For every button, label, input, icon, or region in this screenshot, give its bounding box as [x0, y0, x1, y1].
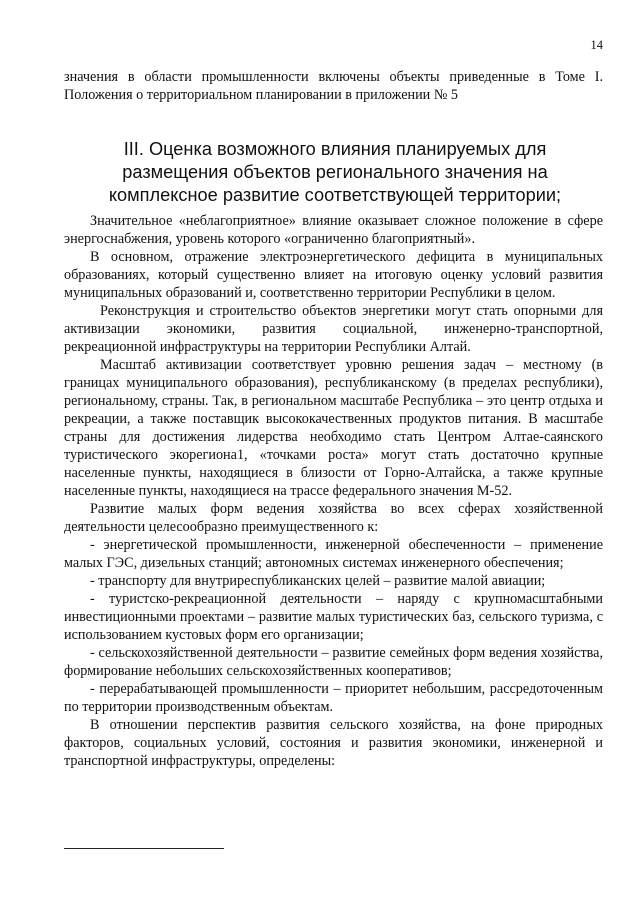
body-text [64, 212, 603, 770]
paragraph-agriculture-prospects: В отношении перспектив развития сельского хозяйства, на фоне природных факторов, социальных условий, состояния и развития экономики, инженерной и транспортной инфраструктуры, определены: [64, 717, 603, 769]
page-number: 14 [590, 38, 603, 52]
list-item-agriculture: - сельскохозяйственной деятельности – развитие семейных форм ведения хозяйства, формирование небольших сельскохозяйственных кооперативов; [64, 645, 603, 679]
paragraph-small-business: Развитие малых форм ведения хозяйства во всех сферах хозяйственной деятельности целесообразно преимущественного к: [64, 501, 603, 535]
paragraph-energy-supply: Значительное «неблагоприятное» влияние оказывает сложное положение в сфере энергоснабжения, уровень которого «ограниченно благоприятный». [64, 213, 603, 247]
paragraph-energy-deficit: В основном, отражение электроэнергетического дефицита в муниципальных образованиях, который существенно влияет на итоговую оценку условий развития муниципальных образований и, соответственно территории Республики в целом. [64, 249, 603, 301]
list-item-processing: - перерабатывающей промышленности – приоритет небольшим, рассредоточенным по территории производственным объектам. [64, 681, 603, 715]
footnote-divider [64, 848, 224, 849]
intro-paragraph: значения в области промышленности включены объекты приведенные в Томе I. Положения о территориальном планировании в приложении № 5 [64, 69, 603, 103]
paragraph-reconstruction: Реконструкция и строительство объектов энергетики могут стать опорными для активизации экономики, развития социальной, инженерно-транспортной, рекреационной инфраструктуры на территории Республики Алтай. [64, 303, 603, 355]
list-item-energy: - энергетической промышленности, инженерной обеспеченности – применение малых ГЭС, дизельных станций; автономных системах инженерного обеспечения; [64, 537, 603, 571]
section-heading: III. Оценка возможного влияния планируемых для размещения объектов регионального значения на комплексное развитие соответствующей территории; [108, 139, 562, 205]
list-item-transport: - транспорту для внутриреспубликанских целей – развитие малой авиации; [90, 573, 546, 589]
list-item-tourism: - туристско-рекреационной деятельности – наряду с крупномасштабными инвестиционными проектами – развитие малых туристических баз, сельского туризма, с использованием кустовых форм его организации; [64, 591, 603, 643]
paragraph-activation-scale: Масштаб активизации соответствует уровню решения задач – местному (в границах муниципального образования), республиканскому (в пределах республики), региональному, страны. Так, в региональном масштабе Республика – это центр отдыха и рекреации, а также поставщик высококачественных продуктов питания. В масштабе страны для достижения лидерства необходимо стать Центром Алтае-саянского туристического экорегиона1, «точками роста» могут стать достаточно крупные населенные пункты, находящиеся в близости от Горно-Алтайска, а также крупные населенные пункты, находящиеся на трассе федерального значения М-52. [64, 357, 603, 499]
